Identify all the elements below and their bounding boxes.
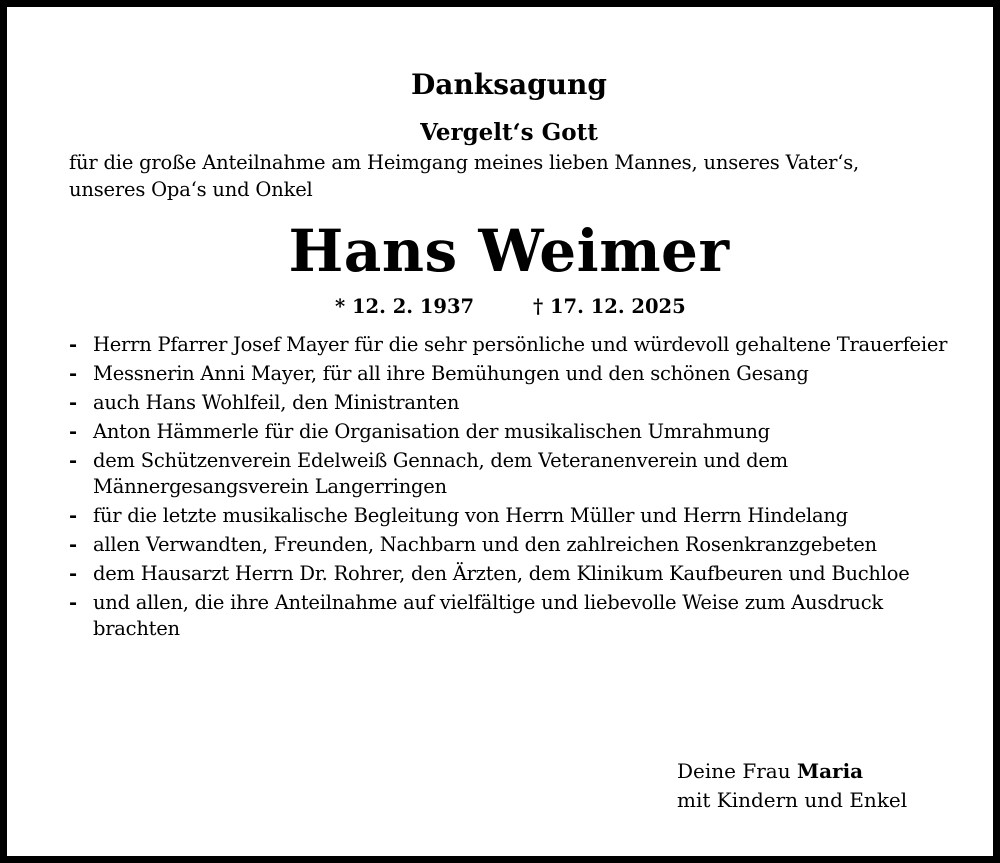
dash-bullet: - bbox=[69, 591, 77, 614]
dash-bullet: - bbox=[69, 391, 77, 414]
notice-subheading: Vergelt‘s Gott bbox=[420, 119, 598, 146]
dash-bullet: - bbox=[69, 504, 77, 527]
thanks-item-text: und allen, die ihre Anteilnahme auf vielfältige und liebevolle Weise zum Ausdruck brachten bbox=[93, 591, 883, 640]
dash-bullet: - bbox=[69, 533, 77, 556]
thanks-item-text: Messnerin Anni Mayer, für all ihre Bemühungen und den schönen Gesang bbox=[93, 362, 809, 385]
signature-prefix: Deine Frau bbox=[677, 759, 797, 783]
thanks-item-text: allen Verwandten, Freunden, Nachbarn und den zahlreichen Rosenkranzgebeten bbox=[93, 533, 877, 556]
notice-content bbox=[69, 65, 949, 645]
thanks-list bbox=[69, 332, 949, 642]
thanks-item-text: für die letzte musikalische Begleitung von Herrn Müller und Herrn Hindelang bbox=[93, 504, 848, 527]
deceased-name: Hans Weimer bbox=[288, 217, 730, 285]
dash-bullet: - bbox=[69, 420, 77, 443]
signature-name: Maria bbox=[796, 759, 864, 783]
thanks-item bbox=[69, 419, 949, 445]
dash-bullet: - bbox=[69, 362, 77, 385]
thanks-item bbox=[69, 590, 949, 642]
thanks-item-text: Herrn Pfarrer Josef Mayer für die sehr persönliche und würdevoll gehaltene Trauerfeier bbox=[93, 333, 948, 356]
thanks-item bbox=[69, 361, 949, 387]
life-dates bbox=[69, 292, 949, 322]
thanks-item bbox=[69, 532, 949, 558]
thanks-item-text: auch Hans Wohlfeil, den Ministranten bbox=[93, 391, 460, 414]
thanks-item-text: dem Schützenverein Edelweiß Gennach, dem Veteranenverein und dem Männergesangsverein Langerringen bbox=[93, 449, 788, 498]
dash-bullet: - bbox=[69, 562, 77, 585]
dash-bullet: - bbox=[69, 333, 77, 356]
notice-heading: Danksagung bbox=[411, 68, 607, 101]
signature bbox=[677, 757, 907, 815]
birth-date: * 12. 2. 1937 bbox=[335, 295, 475, 318]
intro-line-2: unseres Opa‘s und Onkel bbox=[69, 178, 313, 201]
thanks-item-text: Anton Hämmerle für die Organisation der musikalischen Umrahmung bbox=[93, 420, 770, 443]
intro-text bbox=[69, 149, 949, 203]
dash-bullet: - bbox=[69, 449, 77, 472]
thanks-item bbox=[69, 390, 949, 416]
thanks-item bbox=[69, 503, 949, 529]
thanks-item bbox=[69, 561, 949, 587]
intro-line-1: für die große Anteilnahme am Heimgang meines lieben Mannes, unseres Vater‘s, bbox=[69, 151, 860, 174]
death-date: † 17. 12. 2025 bbox=[533, 295, 686, 318]
thanks-item bbox=[69, 448, 949, 500]
thanks-item bbox=[69, 332, 949, 358]
thanks-item-text: dem Hausarzt Herrn Dr. Rohrer, den Ärzten, dem Klinikum Kaufbeuren und Buchloe bbox=[93, 562, 910, 585]
signature-line-2: mit Kindern und Enkel bbox=[677, 788, 908, 812]
